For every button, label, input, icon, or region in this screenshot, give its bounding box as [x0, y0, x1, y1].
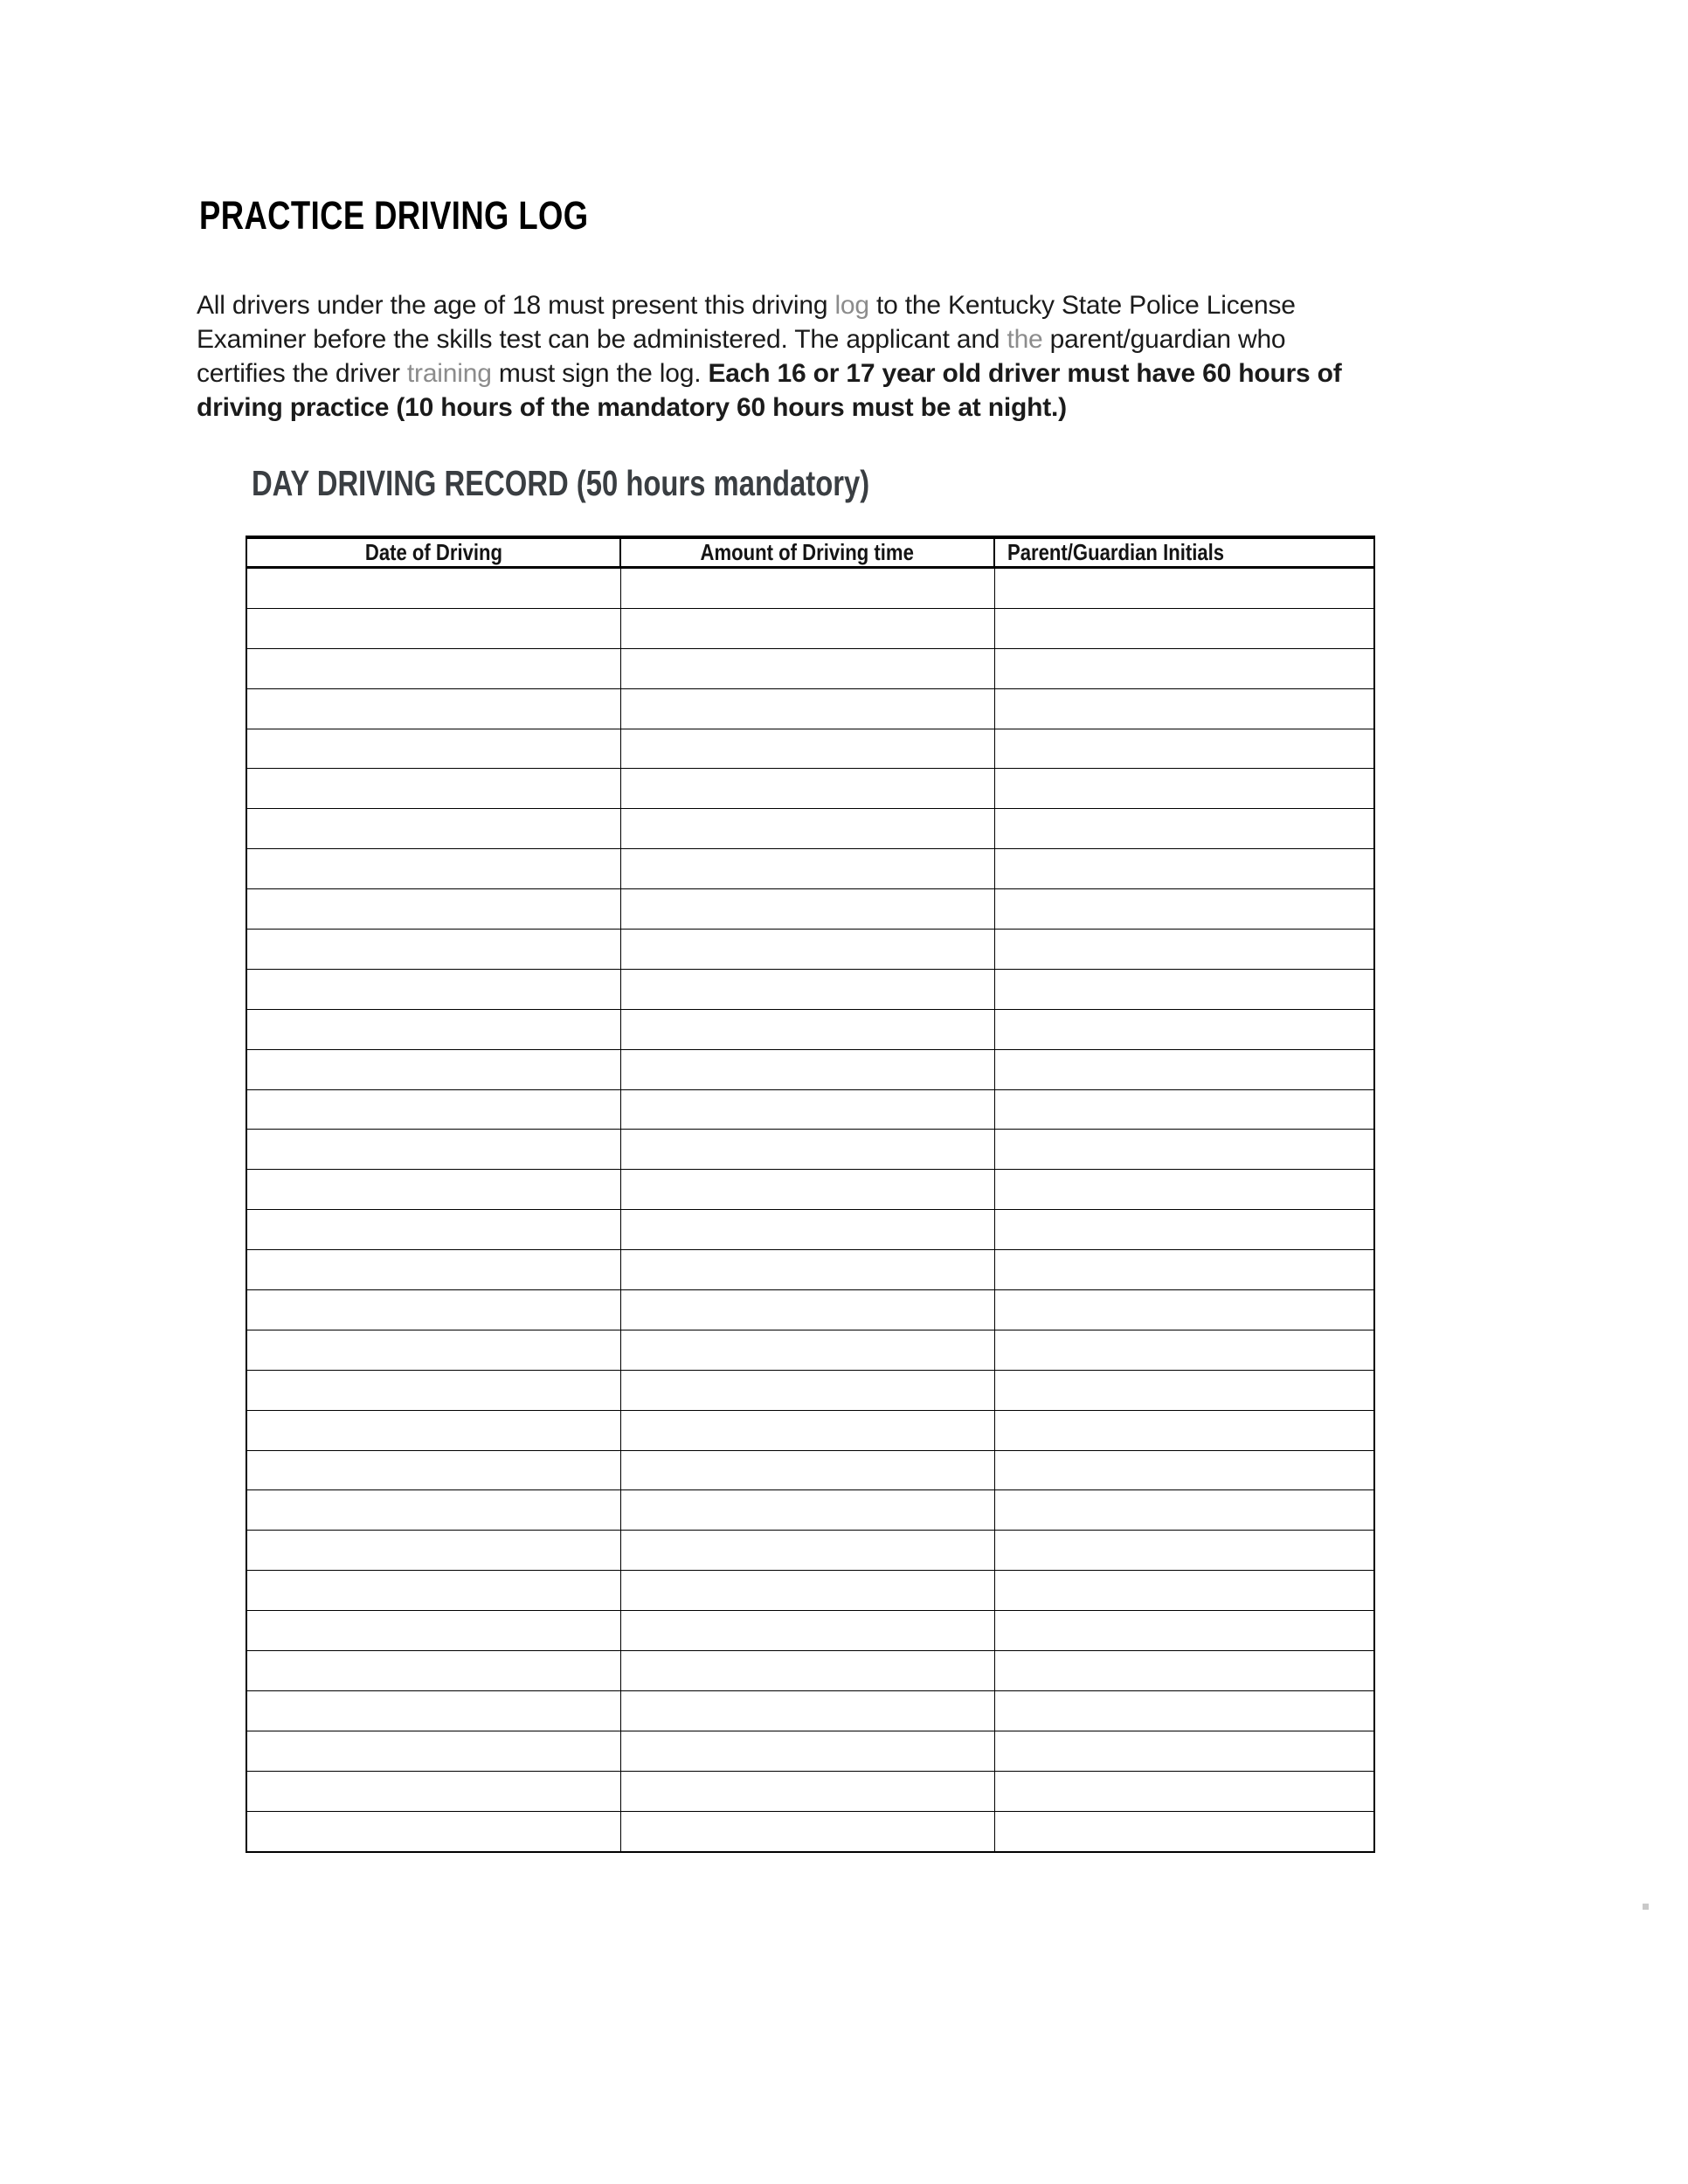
- empty-log-cell: [620, 889, 994, 930]
- day-driving-record-table: [246, 536, 1375, 1853]
- empty-log-cell: [246, 930, 620, 970]
- empty-log-cell: [246, 1250, 620, 1290]
- page-title: PRACTICE DRIVING LOG: [199, 193, 589, 238]
- table-row: [246, 1531, 1374, 1571]
- table-row: [246, 809, 1374, 849]
- empty-log-cell: [994, 1450, 1374, 1490]
- table-row: [246, 1290, 1374, 1330]
- text-segment: certifies the driver: [197, 359, 407, 388]
- empty-log-cell: [994, 1410, 1374, 1450]
- text-segment: to the Kentucky State Police License: [868, 291, 1296, 320]
- empty-log-cell: [620, 1651, 994, 1691]
- empty-log-cell: [994, 1290, 1374, 1330]
- table-row: [246, 1811, 1374, 1851]
- table-row: [246, 1571, 1374, 1611]
- table-row: [246, 769, 1374, 809]
- empty-log-cell: [620, 849, 994, 889]
- empty-log-cell: [620, 1410, 994, 1450]
- column-header-parent-guardian-initials: [994, 537, 1374, 568]
- empty-log-cell: [994, 1651, 1374, 1691]
- empty-log-cell: [994, 1811, 1374, 1851]
- table-row: [246, 1450, 1374, 1490]
- empty-log-cell: [620, 1531, 994, 1571]
- table-row: [246, 1170, 1374, 1210]
- empty-log-cell: [620, 1089, 994, 1130]
- column-header-date-of-driving: [246, 537, 620, 568]
- empty-log-cell: [994, 1049, 1374, 1089]
- empty-log-cell: [620, 809, 994, 849]
- table-row: [246, 1690, 1374, 1731]
- empty-log-cell: [246, 648, 620, 688]
- empty-log-cell: [994, 889, 1374, 930]
- table-row: [246, 1210, 1374, 1250]
- empty-log-cell: [994, 1731, 1374, 1771]
- paragraph-line: [197, 356, 1342, 390]
- empty-log-cell: [620, 1210, 994, 1250]
- column-header-amount-of-driving-time: [620, 537, 994, 568]
- empty-log-cell: [994, 1571, 1374, 1611]
- empty-log-cell: [620, 1370, 994, 1410]
- empty-log-cell: [246, 1210, 620, 1250]
- empty-log-cell: [246, 1771, 620, 1811]
- empty-log-cell: [246, 1450, 620, 1490]
- empty-log-cell: [620, 1571, 994, 1611]
- table-row: [246, 1009, 1374, 1049]
- empty-log-cell: [994, 849, 1374, 889]
- empty-log-cell: [246, 1811, 620, 1851]
- empty-log-cell: [994, 1690, 1374, 1731]
- empty-log-cell: [246, 1690, 620, 1731]
- empty-log-cell: [620, 1290, 994, 1330]
- table-row: [246, 688, 1374, 729]
- table-row: [246, 1130, 1374, 1170]
- empty-log-cell: [246, 809, 620, 849]
- empty-log-cell: [620, 729, 994, 769]
- empty-log-cell: [620, 568, 994, 609]
- empty-log-cell: [994, 1170, 1374, 1210]
- empty-log-cell: [994, 1089, 1374, 1130]
- table-header-row: [246, 537, 1374, 568]
- empty-log-cell: [246, 1089, 620, 1130]
- empty-log-cell: [620, 969, 994, 1009]
- empty-log-cell: [994, 769, 1374, 809]
- bold-text-segment: driving practice (10 hours of the mandatory 60 hours must be at night.): [197, 393, 1067, 422]
- table-row: [246, 889, 1374, 930]
- empty-log-cell: [620, 1811, 994, 1851]
- muted-text-segment: log: [834, 291, 869, 320]
- paragraph-line: [197, 390, 1342, 425]
- empty-log-cell: [246, 608, 620, 648]
- table-row: [246, 1250, 1374, 1290]
- intro-paragraph: [197, 288, 1342, 425]
- empty-log-cell: [620, 930, 994, 970]
- empty-log-cell: [620, 1009, 994, 1049]
- empty-log-cell: [994, 969, 1374, 1009]
- table-row: [246, 1731, 1374, 1771]
- empty-log-cell: [620, 1731, 994, 1771]
- empty-log-cell: [246, 1731, 620, 1771]
- empty-log-cell: [994, 1531, 1374, 1571]
- empty-log-cell: [246, 1170, 620, 1210]
- empty-log-cell: [246, 889, 620, 930]
- empty-log-cell: [246, 1049, 620, 1089]
- empty-log-cell: [246, 1290, 620, 1330]
- empty-log-cell: [246, 1330, 620, 1370]
- empty-log-cell: [246, 688, 620, 729]
- empty-log-cell: [620, 688, 994, 729]
- table-row: [246, 729, 1374, 769]
- empty-log-cell: [994, 1250, 1374, 1290]
- empty-log-cell: [994, 688, 1374, 729]
- table-row: [246, 1049, 1374, 1089]
- empty-log-cell: [246, 1611, 620, 1651]
- empty-log-cell: [620, 1771, 994, 1811]
- empty-log-cell: [620, 1611, 994, 1651]
- paragraph-line: [197, 322, 1342, 356]
- table-row: [246, 1611, 1374, 1651]
- empty-log-cell: [620, 648, 994, 688]
- empty-log-cell: [246, 1651, 620, 1691]
- table-row: [246, 1651, 1374, 1691]
- empty-log-cell: [994, 648, 1374, 688]
- column-header-label: Date of Driving: [364, 539, 502, 565]
- empty-log-cell: [994, 1611, 1374, 1651]
- column-header-label: Parent/Guardian Initials: [1007, 539, 1225, 565]
- empty-log-cell: [994, 1130, 1374, 1170]
- text-segment: All drivers under the age of 18 must present this driving: [197, 291, 835, 320]
- table-row: [246, 1771, 1374, 1811]
- empty-log-cell: [246, 1130, 620, 1170]
- table-row: [246, 1330, 1374, 1370]
- empty-log-cell: [620, 1250, 994, 1290]
- bold-text-segment: Each 16 or 17 year old driver must have 60 hours of: [708, 359, 1342, 388]
- table-row: [246, 1490, 1374, 1531]
- page-corner-marker: [1643, 1904, 1649, 1910]
- empty-log-cell: [620, 1490, 994, 1531]
- empty-log-cell: [994, 1330, 1374, 1370]
- empty-log-cell: [246, 1410, 620, 1450]
- empty-log-cell: [994, 809, 1374, 849]
- empty-log-cell: [620, 1690, 994, 1731]
- empty-log-cell: [620, 608, 994, 648]
- empty-log-cell: [246, 568, 620, 609]
- table-row: [246, 1089, 1374, 1130]
- text-segment: Examiner before the skills test can be administered. The applicant and: [197, 325, 1007, 354]
- text-segment: parent/guardian who: [1042, 325, 1286, 354]
- empty-log-cell: [246, 849, 620, 889]
- empty-log-cell: [246, 1370, 620, 1410]
- empty-log-cell: [994, 930, 1374, 970]
- table-row: [246, 969, 1374, 1009]
- empty-log-cell: [994, 608, 1374, 648]
- table-row: [246, 608, 1374, 648]
- empty-log-cell: [994, 1771, 1374, 1811]
- table-row: [246, 568, 1374, 609]
- empty-log-cell: [246, 1009, 620, 1049]
- empty-log-cell: [994, 1210, 1374, 1250]
- empty-log-cell: [994, 1009, 1374, 1049]
- empty-log-cell: [994, 729, 1374, 769]
- empty-log-cell: [246, 769, 620, 809]
- empty-log-cell: [246, 729, 620, 769]
- empty-log-cell: [994, 568, 1374, 609]
- table-row: [246, 1410, 1374, 1450]
- empty-log-cell: [620, 1130, 994, 1170]
- table-row: [246, 1370, 1374, 1410]
- empty-log-cell: [620, 1330, 994, 1370]
- column-header-label: Amount of Driving time: [700, 539, 915, 565]
- empty-log-cell: [246, 1571, 620, 1611]
- section-heading: DAY DRIVING RECORD (50 hours mandatory): [252, 463, 870, 503]
- empty-log-cell: [246, 1490, 620, 1531]
- table-row: [246, 849, 1374, 889]
- empty-log-cell: [994, 1490, 1374, 1531]
- empty-log-cell: [246, 969, 620, 1009]
- table-row: [246, 930, 1374, 970]
- text-segment: must sign the log.: [491, 359, 709, 388]
- empty-log-cell: [994, 1370, 1374, 1410]
- empty-log-cell: [620, 1170, 994, 1210]
- empty-log-cell: [620, 1450, 994, 1490]
- muted-text-segment: training: [406, 359, 492, 388]
- empty-log-cell: [620, 769, 994, 809]
- table-row: [246, 648, 1374, 688]
- muted-text-segment: the: [1007, 325, 1043, 354]
- empty-log-cell: [620, 1049, 994, 1089]
- paragraph-line: [197, 288, 1342, 322]
- empty-log-cell: [246, 1531, 620, 1571]
